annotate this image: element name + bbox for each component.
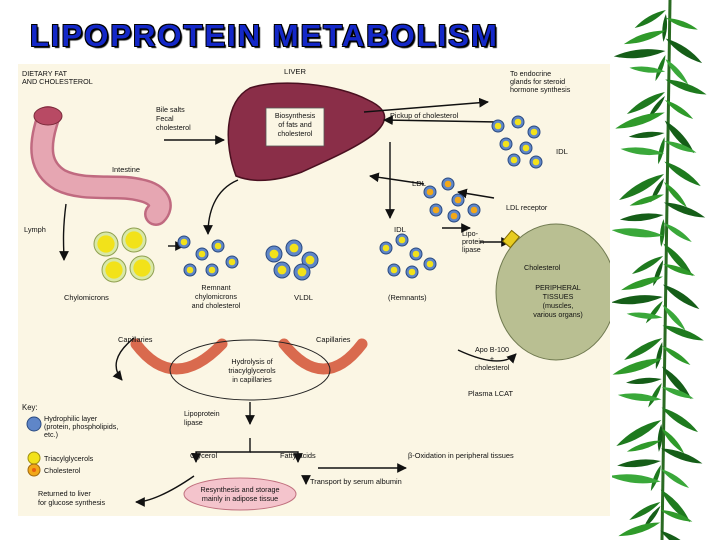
- bamboo-leaf: [614, 49, 666, 58]
- bamboo-leaf: [666, 39, 702, 64]
- bamboo-leaf: [612, 295, 663, 304]
- lipoprotein-particle: [226, 256, 238, 268]
- idl-right-label: IDL: [556, 147, 568, 156]
- key-hydrophilic-label: Hydrophilic layer (protein, phospholipids, etc.): [44, 414, 119, 439]
- lipoprotein-particle: [388, 264, 400, 276]
- lipoprotein-particle: [500, 138, 512, 150]
- idl-mid-label: IDL: [394, 225, 406, 234]
- plasma-lcat-label: Plasma LCAT: [468, 389, 514, 398]
- bamboo-leaf: [617, 459, 661, 467]
- chylomicron-particle: [130, 256, 154, 280]
- lipoprotein-particle: [380, 242, 392, 254]
- lipoprotein-particle: [430, 204, 442, 216]
- chylomicrons-label: Chylomicrons: [64, 293, 109, 302]
- ldl-label: LDL: [412, 179, 426, 188]
- lipoprotein-particle: [528, 126, 540, 138]
- lipoprotein-particle: [512, 116, 524, 128]
- key-triacylglycerols-label: Triacylglycerols: [44, 454, 94, 463]
- bamboo-leaf: [621, 147, 665, 155]
- lipoprotein-particle: [492, 120, 504, 132]
- lipoprotein-particle: [206, 264, 218, 276]
- bamboo-leaf: [618, 523, 660, 537]
- lipoprotein-particle: [294, 264, 310, 280]
- bile-label: Bile salts Fecal cholesterol: [156, 105, 191, 132]
- lipoprotein-particle: [178, 236, 190, 248]
- bamboo-leaf: [660, 219, 665, 247]
- transport-label: Transport by serum albumin: [310, 477, 402, 486]
- ldl-receptor-label: LDL receptor: [506, 203, 548, 212]
- bamboo-leaf: [662, 408, 698, 433]
- lipoprotein-particle: [520, 142, 532, 154]
- lipoprotein-particle: [442, 178, 454, 190]
- beta-oxidation-label: β-Oxidation in peripheral tissues: [408, 451, 514, 460]
- apob-label: Apo B-100 + cholesterol: [474, 345, 510, 372]
- bamboo-leaf: [658, 424, 663, 452]
- lipase-label: Lipoprotein lipase: [184, 409, 220, 427]
- fatty-acids-label: Fatty acids: [280, 451, 316, 460]
- bamboo-leaf: [660, 531, 696, 540]
- lipoprotein-lipase-label: Lipo-protein lipase: [462, 229, 484, 254]
- bamboo-leaf: [664, 162, 700, 187]
- lipoprotein-particle: [424, 258, 436, 270]
- bamboo-leaf: [630, 195, 664, 206]
- bamboo-leaf: [620, 213, 664, 221]
- bamboo-leaf: [662, 14, 667, 42]
- bamboo-leaf: [626, 378, 662, 384]
- lipoprotein-particle: [286, 240, 302, 256]
- chylomicron-particle: [102, 258, 126, 282]
- lipoprotein-particle: [448, 210, 460, 222]
- capillaries-right-label: Capillaries: [316, 335, 351, 344]
- bamboo-leaf: [629, 132, 665, 138]
- bamboo-leaf: [646, 301, 663, 323]
- key-title: Key:: [22, 403, 38, 412]
- bamboo-leaf: [613, 359, 662, 375]
- vldl-label: VLDL: [294, 293, 313, 302]
- lipoprotein-particle: [406, 266, 418, 278]
- hydrophilic-key-icon: [27, 417, 41, 431]
- bamboo-decoration: [612, 0, 720, 540]
- bamboo-leaf: [627, 312, 663, 318]
- lipoprotein-particle: [410, 248, 422, 260]
- lipoprotein-particle: [530, 156, 542, 168]
- lipoprotein-particle: [184, 264, 196, 276]
- cholesterol-tissue-label: Cholesterol: [524, 263, 561, 272]
- lipoprotein-diagram: [18, 64, 610, 516]
- intestine-opening: [34, 107, 62, 125]
- bamboo-leaf: [663, 285, 699, 310]
- bamboo-leaf: [661, 469, 689, 488]
- bamboo-leaf: [662, 346, 690, 365]
- capillary-right: [284, 344, 362, 369]
- hydrolysis-label: Hydrolysis of triacylglycerols in capillaries: [228, 357, 276, 384]
- chylomicron-particle: [94, 232, 118, 256]
- bamboo-leaf: [648, 383, 662, 407]
- bamboo-leaf: [656, 342, 663, 369]
- pickup-label: Pickup of cholesterol: [390, 111, 459, 120]
- remnant-label: Remnant chylomicrons and cholesterol: [191, 283, 241, 310]
- returned-label: Returned to liver for glucose synthesis: [38, 489, 106, 507]
- lipoprotein-particle: [274, 262, 290, 278]
- peripheral-label: PERIPHERAL TISSUES (muscles, various organs): [533, 283, 583, 319]
- lipoprotein-particle: [396, 234, 408, 246]
- liver-label: LIVER: [284, 67, 306, 76]
- lipoprotein-particle: [468, 204, 480, 216]
- biosynthesis-label: Biosynthesis of fats and cholesterol: [274, 111, 316, 138]
- bamboo-leaf: [612, 474, 661, 483]
- bamboo-leaf: [627, 441, 661, 452]
- bamboo-leaf: [635, 10, 666, 28]
- bamboo-leaf: [612, 228, 663, 237]
- lipoprotein-particle: [266, 246, 282, 262]
- triacylglycerol-key-icon: [28, 452, 40, 464]
- lipoprotein-particle: [508, 154, 520, 166]
- glycerol-label: Glycerol: [190, 451, 218, 460]
- cholesterol-key-dot: [32, 468, 36, 472]
- remnants-label: (Remnants): [388, 293, 427, 302]
- lipoprotein-particle: [196, 248, 208, 260]
- bamboo-leaf: [653, 260, 663, 286]
- lipoprotein-particle: [452, 194, 464, 206]
- bamboo-leaf: [624, 31, 666, 45]
- capillaries-left-label: Capillaries: [118, 335, 153, 344]
- key-cholesterol-label: Cholesterol: [44, 466, 81, 475]
- resynthesis-label: Resynthesis and storage mainly in adipose tissue: [200, 485, 280, 503]
- bamboo-leaf: [621, 277, 663, 291]
- bamboo-leaf: [615, 113, 664, 129]
- bamboo-leaf: [651, 465, 661, 491]
- slide-title: LIPOPROTEIN METABOLISM: [30, 18, 499, 53]
- lymph-label: Lymph: [24, 225, 46, 234]
- bamboo-leaf: [655, 55, 665, 81]
- lipoprotein-particle: [212, 240, 224, 252]
- bamboo-leaf: [658, 137, 665, 164]
- intestine-label: Intestine: [112, 165, 140, 174]
- bamboo-leaf: [624, 338, 662, 360]
- dietary-label: DIETARY FAT AND CHOLESTEROL: [22, 69, 93, 86]
- chylomicron-particle: [122, 228, 146, 252]
- endocrine-label: To endocrine glands for steroid hormone synthesis: [510, 69, 571, 94]
- diagram-panel: [18, 64, 610, 516]
